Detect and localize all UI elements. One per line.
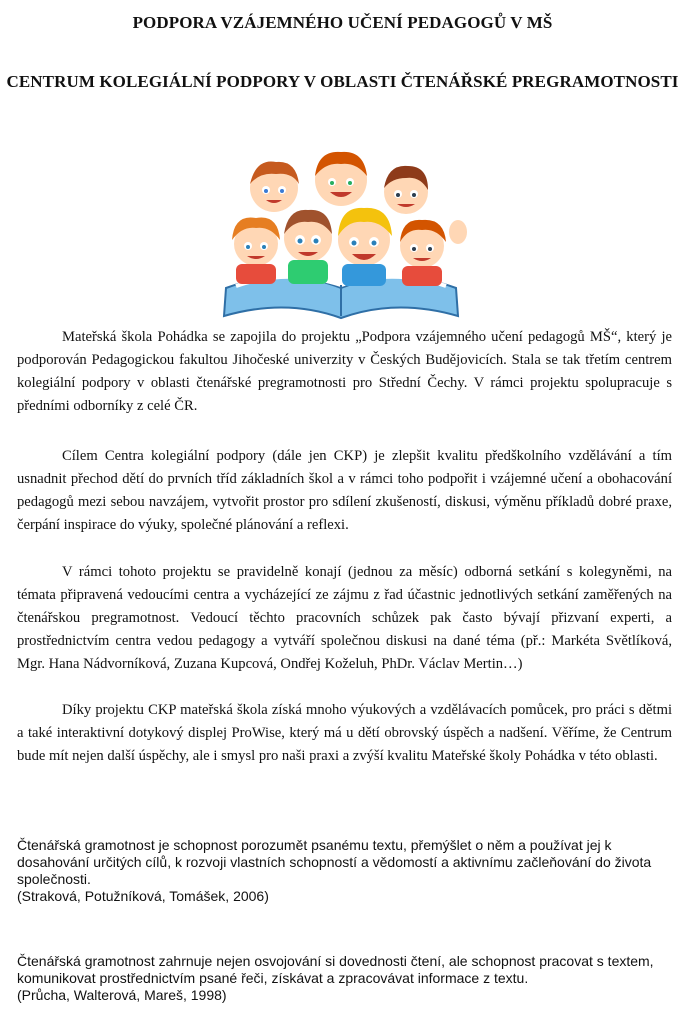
child-face-4	[232, 217, 280, 284]
definition-source: (Straková, Potužníková, Tomášek, 2006)	[17, 888, 269, 904]
child-face-7	[400, 220, 467, 286]
paragraph-benefits: Díky projektu CKP mateřská škola získá mnoho výukových a vzdělávacích pomůcek, pro práci s dětmi a také interaktivní dotykový displej ProWise, který má u dětí obrovský úspěch a nadšení. Věříme, že Centrum bude mít nejen další úspěchy, ale i smysl pro naši praxi a zvýší kvalitu Mateřské školy Pohádka v této oblasti.	[17, 702, 672, 764]
paragraph-goal: Cílem Centra kolegiální podpory (dále jen CKP) je zlepšit kvalitu předškolního vzdělávání a tím usnadnit přechod dětí do prvních tříd základních škol a v rámci toho podpořit i vzájemné učení a obohacování pedagogů mezi sebou navzájem, vytvořit prostor pro sdílení zkušeností, diskusi, výměnu příkladů dobré praxe, čerpání inspirace do výuky, společné plánování a reflexi.	[17, 448, 672, 533]
definition-block-2	[17, 953, 667, 1004]
paragraph-meetings: V rámci tohoto projektu se pravidelně konají (jednou za měsíc) odborná setkání s kolegyněmi, na témata připravená vedoucími centra a vycházející ze zájmu z řad účastnic jednotlivých setkání zaměřených na čtenářskou pregramotnost. Vedoucí těchto pracovních schůzek pak často bývají přizvaní experti, a prostřednictvím centra vedou pedagogy a vytváří společnou diskusi na dané téma (př.: Markéta Světlíková, Mgr. Hana Nádvorníková, Zuzana Kupcová, Ondřej Koželuh, PhDr. Václav Mertin…)	[17, 564, 672, 672]
definition-source: (Průcha, Walterová, Mareš, 1998)	[17, 987, 227, 1003]
definition-block-1	[17, 837, 667, 905]
child-face-1	[250, 161, 299, 212]
definition-text: Čtenářská gramotnost zahrnuje nejen osvojování si dovednosti čtení, ale schopnost pracovat s textem, komunikovat prostřednictvím psané řeči, získávat a zpracovávat informace z textu.	[17, 953, 654, 986]
child-face-6	[338, 208, 392, 286]
page-subtitle: CENTRUM KOLEGIÁLNÍ PODPORY V OBLASTI ČTENÁŘSKÉ PREGRAMOTNOSTI	[6, 72, 679, 91]
children-reading-book-illustration	[196, 148, 486, 320]
definition-text: Čtenářská gramotnost je schopnost porozumět psanému textu, přemýšlet o něm a používat jej k dosahování určitých cílů, k rozvoji vlastních schopností a vědomostí a aktivnímu začleňování do života společnosti.	[17, 837, 652, 887]
child-face-5	[284, 210, 332, 284]
paragraph-intro: Mateřská škola Pohádka se zapojila do projektu „Podpora vzájemného učení pedagogů MŠ“, který je podporován Pedagogickou fakultou Jihočeské univerzity v Českých Budějovicích. Stala se tak třetím centrem kolegiální podpory v oblasti čtenářské pregramotnosti pro Střední Čechy. V rámci projektu spolupracuje s předními odborníky z celé ČR.	[17, 329, 672, 414]
page-title: PODPORA VZÁJEMNÉHO UČENÍ PEDAGOGŮ V MŠ	[132, 13, 553, 32]
child-face-2	[315, 152, 367, 206]
child-face-3	[384, 166, 428, 214]
